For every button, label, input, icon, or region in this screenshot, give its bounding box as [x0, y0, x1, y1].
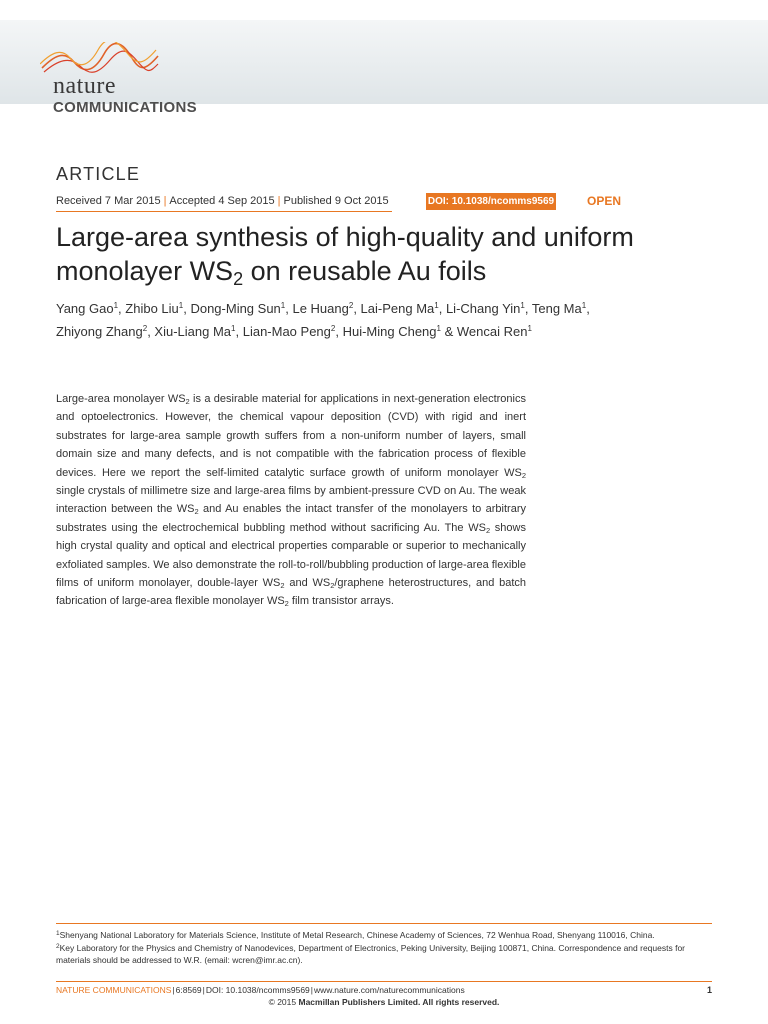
affiliation-text: Key Laboratory for the Physics and Chemistry of Nanodevices, Department of Electronics, Peking University, Beijing 100871, China. Correspondence and requests for materials should be addressed to W.R. (email: wcren@imr.ac.cn). — [56, 942, 686, 965]
footer-article-id: 6:8569 — [175, 985, 202, 995]
affiliation-number: 2 — [56, 942, 60, 950]
copyright-prefix: © 2015 — [268, 997, 299, 1007]
author-affiliation: 1 — [581, 301, 587, 310]
author-affiliation: 2 — [348, 301, 354, 310]
author-affiliation: 1 — [434, 301, 439, 310]
abstract-text: Large-area monolayer WS — [56, 393, 186, 405]
author-name: Li-Chang Yin — [445, 301, 521, 316]
author-separator: , — [147, 324, 155, 339]
affiliation-footnotes — [56, 923, 712, 967]
abstract-subscript: 2 — [185, 397, 190, 406]
logo-nature-word: nature — [53, 73, 116, 99]
title-line-1: Large-area synthesis of high-quality and uniform — [56, 222, 634, 252]
article-title — [56, 220, 736, 288]
copyright-notice — [0, 996, 768, 1008]
author-separator: , — [235, 324, 243, 339]
author-name: Wencai Ren — [456, 324, 528, 339]
affiliation-text: Shenyang National Laboratory for Materials Science, Institute of Metal Research, Chinese Academy of Sciences, 72 Wenhua Road, Shenyang 110016, China. — [59, 930, 655, 940]
author-separator: , — [438, 301, 446, 316]
footer-separator: | — [172, 985, 175, 995]
title-subscript: 2 — [233, 269, 244, 289]
author-affiliation: 1 — [231, 324, 236, 333]
author-name: Yang Gao — [56, 301, 114, 316]
abstract-subscript: 2 — [330, 581, 335, 591]
copyright-holder: Macmillan Publishers Limited. All rights reserved. — [298, 997, 500, 1007]
footer-separator: | — [202, 985, 205, 995]
abstract-subscript: 2 — [194, 507, 199, 517]
abstract-text: is a desirable material for applications in next-generation electronics and optoelectronics. However, the chemical vapour deposition (CVD) with rigid and inert substrates for large-area sample growth suffers from a non-uniform number of layers, small domain size and many defects, and is not compatible with the fabrication process of flexible devices. Here we report the self-limited catalytic surface growth of uniform monolayer WS — [56, 393, 526, 479]
author-name: Le Huang — [292, 301, 349, 316]
title-line-2-post: on reusable Au foils — [243, 256, 487, 286]
doi-badge[interactable]: DOI: 10.1038/ncomms9569 — [426, 193, 556, 210]
author-affiliation: 1 — [436, 324, 441, 333]
author-separator: , — [335, 324, 343, 339]
affiliation-2 — [56, 942, 712, 967]
affiliation-number: 1 — [56, 930, 60, 937]
author-separator: , — [586, 301, 590, 316]
author-name: Hui-Ming Cheng — [342, 324, 437, 339]
author-separator: , — [183, 301, 191, 316]
author-affiliation: 2 — [142, 324, 148, 333]
author-name: Dong-Ming Sun — [190, 301, 281, 316]
author-separator: , — [118, 301, 126, 316]
author-name: Zhiyong Zhang — [56, 324, 143, 339]
received-date: Received 7 Mar 2015 — [56, 195, 161, 207]
author-affiliation: 1 — [113, 301, 119, 310]
page-number: 1 — [706, 985, 712, 995]
nature-wave-logo-icon — [40, 42, 160, 76]
abstract-text: shows high crystal quality and optical and electrical properties comparable or superior to mechanically exfoliated samples. We also demonstrate the roll-to-roll/bubbling production of large-area flexible films of uniform monolayer, double-layer WS — [56, 521, 526, 590]
published-date: Published 9 Oct 2015 — [283, 195, 389, 207]
journal-header-band — [0, 20, 768, 116]
author-list — [56, 297, 716, 343]
date-separator: | — [163, 195, 167, 207]
footer-doi[interactable]: DOI: 10.1038/ncomms9569 — [205, 985, 310, 995]
author-affiliation: 1 — [527, 324, 532, 333]
abstract-text: /graphene heterostructures, and batch fabrication of large-area flexible monolayer WS — [56, 577, 527, 608]
abstract-text: and Au enables the intact transfer of the monolayers to arbitrary substrates using the electrochemical bubbling method without sacrificing Au. The WS — [56, 503, 526, 534]
page-footer — [56, 981, 712, 996]
article-dates — [56, 194, 392, 212]
open-access-label: OPEN — [587, 194, 622, 208]
footer-journal-name: NATURE COMMUNICATIONS — [56, 985, 172, 995]
author-separator: & — [440, 324, 457, 339]
author-affiliation: 1 — [178, 301, 184, 310]
author-name: Xiu-Liang Ma — [154, 324, 232, 339]
author-name: Zhibo Liu — [125, 301, 179, 316]
abstract-subscript: 2 — [521, 470, 526, 480]
author-affiliation: 1 — [520, 301, 525, 310]
footer-separator: | — [310, 985, 313, 995]
author-name: Lian-Mao Peng — [242, 324, 331, 339]
abstract-text: and WS — [284, 577, 331, 590]
logo-communications-word: COMMUNICATIONS — [53, 99, 197, 116]
title-line-2-pre: monolayer WS — [56, 256, 234, 286]
abstract-text: single crystals of millimetre size and large-area films by ambient-pressure CVD on Au. The weak interaction between the WS — [56, 485, 526, 516]
footer-url[interactable]: www.nature.com/naturecommunications — [314, 985, 465, 995]
author-name: Lai-Peng Ma — [360, 301, 435, 316]
abstract-subscript: 2 — [284, 599, 289, 609]
date-separator: | — [277, 195, 281, 207]
abstract — [56, 390, 526, 611]
author-affiliation: 2 — [330, 324, 336, 333]
abstract-subscript: 2 — [485, 525, 491, 535]
accepted-date: Accepted 4 Sep 2015 — [169, 195, 275, 207]
author-separator: , — [524, 301, 532, 316]
author-separator: , — [285, 301, 293, 316]
author-separator: , — [353, 301, 361, 316]
article-type-label: ARTICLE — [56, 164, 141, 184]
affiliation-1 — [56, 929, 712, 942]
abstract-subscript: 2 — [280, 581, 285, 591]
abstract-text: film transistor arrays. — [288, 595, 394, 608]
author-affiliation: 1 — [280, 301, 286, 310]
author-name: Teng Ma — [531, 301, 582, 316]
